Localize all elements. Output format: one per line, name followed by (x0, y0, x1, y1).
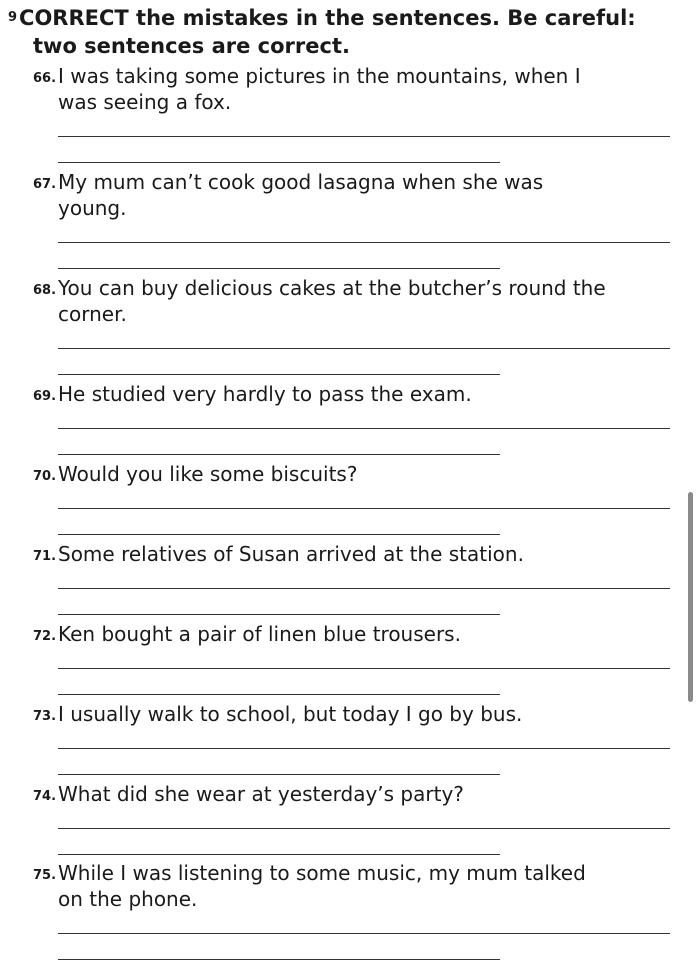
answer-line[interactable] (58, 933, 670, 934)
answer-line[interactable] (58, 374, 500, 375)
question-text: I usually walk to school, but today I go by bus. (58, 702, 523, 726)
question-number: 66. (33, 71, 57, 86)
question-text: My mum can’t cook good lasagna when she was (58, 170, 544, 194)
answer-line[interactable] (58, 854, 500, 855)
question-number: 72. (33, 629, 57, 644)
question-68 (33, 275, 693, 327)
answer-line[interactable] (58, 748, 670, 749)
question-text: Some relatives of Susan arrived at the station. (58, 542, 524, 566)
answer-line[interactable] (58, 268, 500, 269)
question-number: 75. (33, 868, 57, 883)
question-text: Would you like some biscuits? (58, 462, 358, 486)
answer-line[interactable] (58, 348, 670, 349)
answer-line[interactable] (58, 454, 500, 455)
question-text-continued: corner. (58, 302, 127, 326)
answer-line[interactable] (58, 588, 670, 589)
exercise-number: 9 (8, 10, 18, 25)
question-text-continued: on the phone. (58, 887, 198, 911)
question-number: 70. (33, 469, 57, 484)
question-text: Ken bought a pair of linen blue trousers. (58, 622, 461, 646)
question-number: 74. (33, 789, 57, 804)
instruction-line-2: two sentences are correct. (33, 34, 350, 58)
answer-line[interactable] (58, 774, 500, 775)
question-text: What did she wear at yesterday’s party? (58, 782, 464, 806)
question-number: 68. (33, 283, 57, 298)
question-73 (33, 701, 693, 727)
answer-line[interactable] (58, 668, 670, 669)
answer-line[interactable] (58, 534, 500, 535)
question-number: 71. (33, 549, 57, 564)
question-72 (33, 621, 693, 647)
question-70 (33, 461, 693, 487)
answer-line[interactable] (58, 162, 500, 163)
question-text: You can buy delicious cakes at the butcher’s round the (58, 276, 606, 300)
instruction-line-1 (8, 4, 698, 32)
question-text: He studied very hardly to pass the exam. (58, 382, 472, 406)
instruction-text-1: CORRECT the mistakes in the sentences. Be careful: (19, 6, 636, 30)
question-67 (33, 169, 693, 221)
question-74 (33, 781, 693, 807)
question-number: 67. (33, 177, 57, 192)
answer-line[interactable] (58, 428, 670, 429)
answer-line[interactable] (58, 828, 670, 829)
question-69 (33, 381, 693, 407)
answer-line[interactable] (58, 242, 670, 243)
answer-line[interactable] (58, 614, 500, 615)
answer-line[interactable] (58, 508, 670, 509)
question-71 (33, 541, 693, 567)
scrollbar-thumb[interactable] (688, 492, 693, 702)
question-text: I was taking some pictures in the mountains, when I (58, 64, 581, 88)
question-text-continued: was seeing a fox. (58, 90, 232, 114)
answer-line[interactable] (58, 694, 500, 695)
answer-line[interactable] (58, 136, 670, 137)
answer-line[interactable] (58, 959, 500, 960)
question-number: 73. (33, 709, 57, 724)
question-66 (33, 63, 693, 115)
exercise-header (8, 4, 698, 60)
question-text-continued: young. (58, 196, 127, 220)
question-75 (33, 860, 693, 912)
question-text: While I was listening to some music, my mum talked (58, 861, 586, 885)
question-number: 69. (33, 389, 57, 404)
